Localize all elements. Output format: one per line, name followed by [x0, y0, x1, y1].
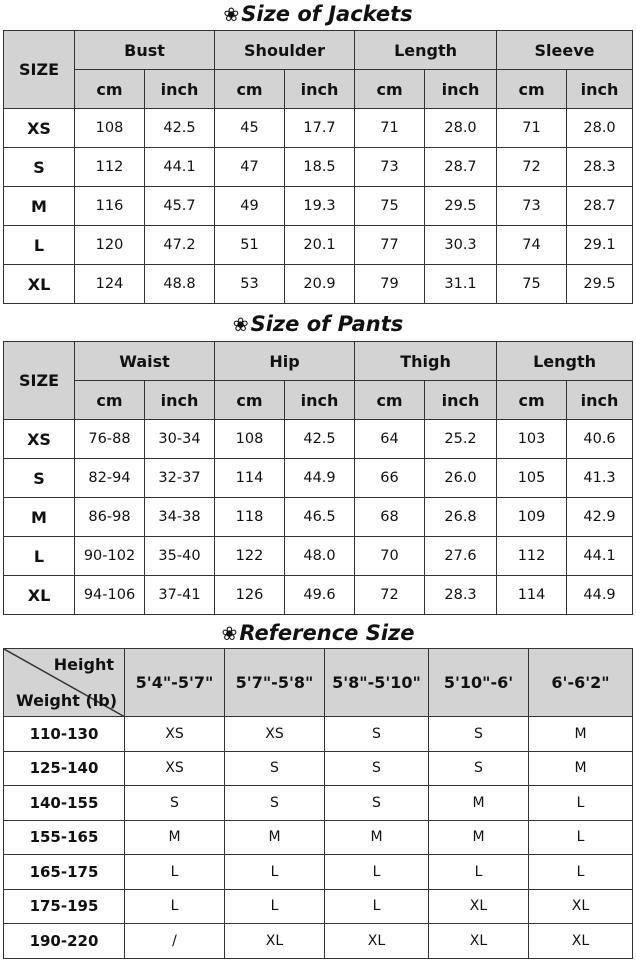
unit-header: cm [75, 70, 145, 109]
value-cell: 108 [215, 420, 285, 459]
value-cell: 18.5 [285, 148, 355, 187]
jackets-col-header: Length [355, 31, 497, 70]
weight-cell: 175-195 [4, 889, 125, 924]
value-cell: 30-34 [145, 420, 215, 459]
table-row [4, 889, 633, 924]
table-row [4, 187, 633, 226]
flower-icon: ❀ [221, 623, 238, 645]
ref-size-cell: XL [325, 924, 429, 959]
value-cell: 45.7 [145, 187, 215, 226]
size-cell: M [4, 187, 75, 226]
value-cell: 19.3 [285, 187, 355, 226]
ref-size-cell: S [429, 717, 529, 752]
value-cell: 124 [75, 265, 145, 304]
value-cell: 34-38 [145, 498, 215, 537]
weight-cell: 190-220 [4, 924, 125, 959]
value-cell: 118 [215, 498, 285, 537]
ref-size-cell: L [529, 855, 633, 890]
ref-size-cell: L [225, 855, 325, 890]
jackets-col-header: Sleeve [497, 31, 633, 70]
ref-size-cell: L [429, 855, 529, 890]
value-cell: 42.5 [285, 420, 355, 459]
height-col-header: 5'4"-5'7" [125, 649, 225, 717]
table-row [4, 576, 633, 615]
value-cell: 70 [355, 537, 425, 576]
value-cell: 41.3 [567, 459, 633, 498]
size-cell: XL [4, 265, 75, 304]
size-cell: L [4, 537, 75, 576]
table-row [4, 717, 633, 752]
value-cell: 29.1 [567, 226, 633, 265]
value-cell: 109 [497, 498, 567, 537]
pants-title [0, 311, 636, 338]
value-cell: 66 [355, 459, 425, 498]
value-cell: 86-98 [75, 498, 145, 537]
value-cell: 42.5 [145, 109, 215, 148]
ref-size-cell: M [125, 820, 225, 855]
size-cell: S [4, 148, 75, 187]
unit-header: inch [425, 70, 497, 109]
unit-header: inch [567, 381, 633, 420]
ref-size-cell: S [125, 786, 225, 821]
value-cell: 28.3 [425, 576, 497, 615]
value-cell: 44.1 [567, 537, 633, 576]
ref-size-cell: XL [429, 889, 529, 924]
value-cell: 72 [355, 576, 425, 615]
pants-col-header: Waist [75, 342, 215, 381]
value-cell: 120 [75, 226, 145, 265]
ref-size-cell: M [529, 751, 633, 786]
value-cell: 28.0 [425, 109, 497, 148]
unit-header: cm [355, 381, 425, 420]
value-cell: 82-94 [75, 459, 145, 498]
ref-size-cell: L [125, 855, 225, 890]
value-cell: 48.8 [145, 265, 215, 304]
ref-size-cell: XS [125, 751, 225, 786]
pants-size-header: SIZE [4, 342, 75, 420]
ref-size-cell: M [225, 820, 325, 855]
value-cell: 47 [215, 148, 285, 187]
ref-size-cell: XS [125, 717, 225, 752]
value-cell: 29.5 [425, 187, 497, 226]
weight-cell: 125-140 [4, 751, 125, 786]
reference-title-text: Reference Size [239, 621, 415, 645]
pants-table [3, 341, 633, 615]
table-row [4, 265, 633, 304]
table-row [4, 226, 633, 265]
value-cell: 73 [497, 187, 567, 226]
ref-size-cell: L [529, 786, 633, 821]
value-cell: 28.7 [567, 187, 633, 226]
table-row [4, 786, 633, 821]
jackets-size-header: SIZE [4, 31, 75, 109]
value-cell: 105 [497, 459, 567, 498]
unit-header: inch [285, 381, 355, 420]
value-cell: 122 [215, 537, 285, 576]
unit-header: cm [215, 70, 285, 109]
value-cell: 17.7 [285, 109, 355, 148]
height-label: Height [53, 655, 114, 674]
value-cell: 114 [497, 576, 567, 615]
jackets-title-text: Size of Jackets [241, 2, 413, 26]
pants-title-text: Size of Pants [250, 312, 404, 336]
value-cell: 71 [497, 109, 567, 148]
ref-size-cell: S [429, 751, 529, 786]
ref-size-cell: XS [225, 717, 325, 752]
table-row [4, 924, 633, 959]
value-cell: 72 [497, 148, 567, 187]
value-cell: 77 [355, 226, 425, 265]
ref-size-cell: XL [429, 924, 529, 959]
jackets-col-header: Bust [75, 31, 215, 70]
value-cell: 79 [355, 265, 425, 304]
value-cell: 20.1 [285, 226, 355, 265]
ref-size-cell: S [325, 717, 429, 752]
weight-cell: 165-175 [4, 855, 125, 890]
value-cell: 108 [75, 109, 145, 148]
value-cell: 73 [355, 148, 425, 187]
pants-col-header: Thigh [355, 342, 497, 381]
value-cell: 44.9 [285, 459, 355, 498]
value-cell: 28.3 [567, 148, 633, 187]
size-cell: XS [4, 420, 75, 459]
ref-size-cell: M [325, 820, 429, 855]
unit-header: cm [497, 381, 567, 420]
value-cell: 30.3 [425, 226, 497, 265]
value-cell: 74 [497, 226, 567, 265]
ref-size-cell: S [325, 786, 429, 821]
value-cell: 71 [355, 109, 425, 148]
value-cell: 44.9 [567, 576, 633, 615]
value-cell: 49.6 [285, 576, 355, 615]
value-cell: 49 [215, 187, 285, 226]
ref-size-cell: M [429, 820, 529, 855]
value-cell: 48.0 [285, 537, 355, 576]
value-cell: 126 [215, 576, 285, 615]
size-cell: L [4, 226, 75, 265]
value-cell: 116 [75, 187, 145, 226]
value-cell: 90-102 [75, 537, 145, 576]
reference-table [3, 648, 633, 959]
value-cell: 35-40 [145, 537, 215, 576]
ref-size-cell: / [125, 924, 225, 959]
value-cell: 26.8 [425, 498, 497, 537]
unit-header: cm [355, 70, 425, 109]
weight-label: Weight (lb) [16, 691, 118, 710]
weight-cell: 140-155 [4, 786, 125, 821]
jackets-title [0, 1, 636, 28]
value-cell: 103 [497, 420, 567, 459]
ref-size-cell: L [125, 889, 225, 924]
table-row [4, 148, 633, 187]
ref-size-cell: S [325, 751, 429, 786]
jackets-col-header: Shoulder [215, 31, 355, 70]
height-weight-header [4, 649, 125, 717]
table-row [4, 498, 633, 537]
value-cell: 28.0 [567, 109, 633, 148]
size-cell: M [4, 498, 75, 537]
value-cell: 94-106 [75, 576, 145, 615]
value-cell: 28.7 [425, 148, 497, 187]
flower-icon: ❀ [232, 314, 249, 336]
value-cell: 51 [215, 226, 285, 265]
table-row [4, 109, 633, 148]
table-row [4, 459, 633, 498]
ref-size-cell: S [225, 786, 325, 821]
size-cell: S [4, 459, 75, 498]
value-cell: 112 [497, 537, 567, 576]
value-cell: 53 [215, 265, 285, 304]
value-cell: 29.5 [567, 265, 633, 304]
ref-size-cell: XL [225, 924, 325, 959]
value-cell: 64 [355, 420, 425, 459]
value-cell: 25.2 [425, 420, 497, 459]
value-cell: 45 [215, 109, 285, 148]
ref-size-cell: L [225, 889, 325, 924]
value-cell: 20.9 [285, 265, 355, 304]
value-cell: 112 [75, 148, 145, 187]
weight-cell: 155-165 [4, 820, 125, 855]
table-row [4, 420, 633, 459]
jackets-table [3, 30, 633, 304]
ref-size-cell: M [429, 786, 529, 821]
ref-size-cell: M [529, 717, 633, 752]
table-row [4, 855, 633, 890]
weight-cell: 110-130 [4, 717, 125, 752]
height-col-header: 6'-6'2" [529, 649, 633, 717]
value-cell: 44.1 [145, 148, 215, 187]
unit-header: cm [497, 70, 567, 109]
value-cell: 47.2 [145, 226, 215, 265]
unit-header: inch [145, 70, 215, 109]
unit-header: cm [215, 381, 285, 420]
pants-col-header: Hip [215, 342, 355, 381]
table-row [4, 537, 633, 576]
value-cell: 75 [355, 187, 425, 226]
ref-size-cell: L [325, 855, 429, 890]
value-cell: 68 [355, 498, 425, 537]
value-cell: 76-88 [75, 420, 145, 459]
height-col-header: 5'10"-6' [429, 649, 529, 717]
unit-header: inch [567, 70, 633, 109]
value-cell: 32-37 [145, 459, 215, 498]
ref-size-cell: L [325, 889, 429, 924]
value-cell: 40.6 [567, 420, 633, 459]
ref-size-cell: S [225, 751, 325, 786]
ref-size-cell: XL [529, 924, 633, 959]
flower-icon: ❀ [223, 4, 240, 26]
unit-header: cm [75, 381, 145, 420]
table-row [4, 751, 633, 786]
unit-header: inch [285, 70, 355, 109]
size-cell: XL [4, 576, 75, 615]
value-cell: 26.0 [425, 459, 497, 498]
height-col-header: 5'8"-5'10" [325, 649, 429, 717]
value-cell: 31.1 [425, 265, 497, 304]
size-cell: XS [4, 109, 75, 148]
value-cell: 114 [215, 459, 285, 498]
pants-col-header: Length [497, 342, 633, 381]
value-cell: 75 [497, 265, 567, 304]
value-cell: 42.9 [567, 498, 633, 537]
ref-size-cell: XL [529, 889, 633, 924]
value-cell: 37-41 [145, 576, 215, 615]
height-col-header: 5'7"-5'8" [225, 649, 325, 717]
value-cell: 46.5 [285, 498, 355, 537]
unit-header: inch [425, 381, 497, 420]
unit-header: inch [145, 381, 215, 420]
table-row [4, 820, 633, 855]
ref-size-cell: L [529, 820, 633, 855]
value-cell: 27.6 [425, 537, 497, 576]
reference-title [0, 620, 636, 647]
